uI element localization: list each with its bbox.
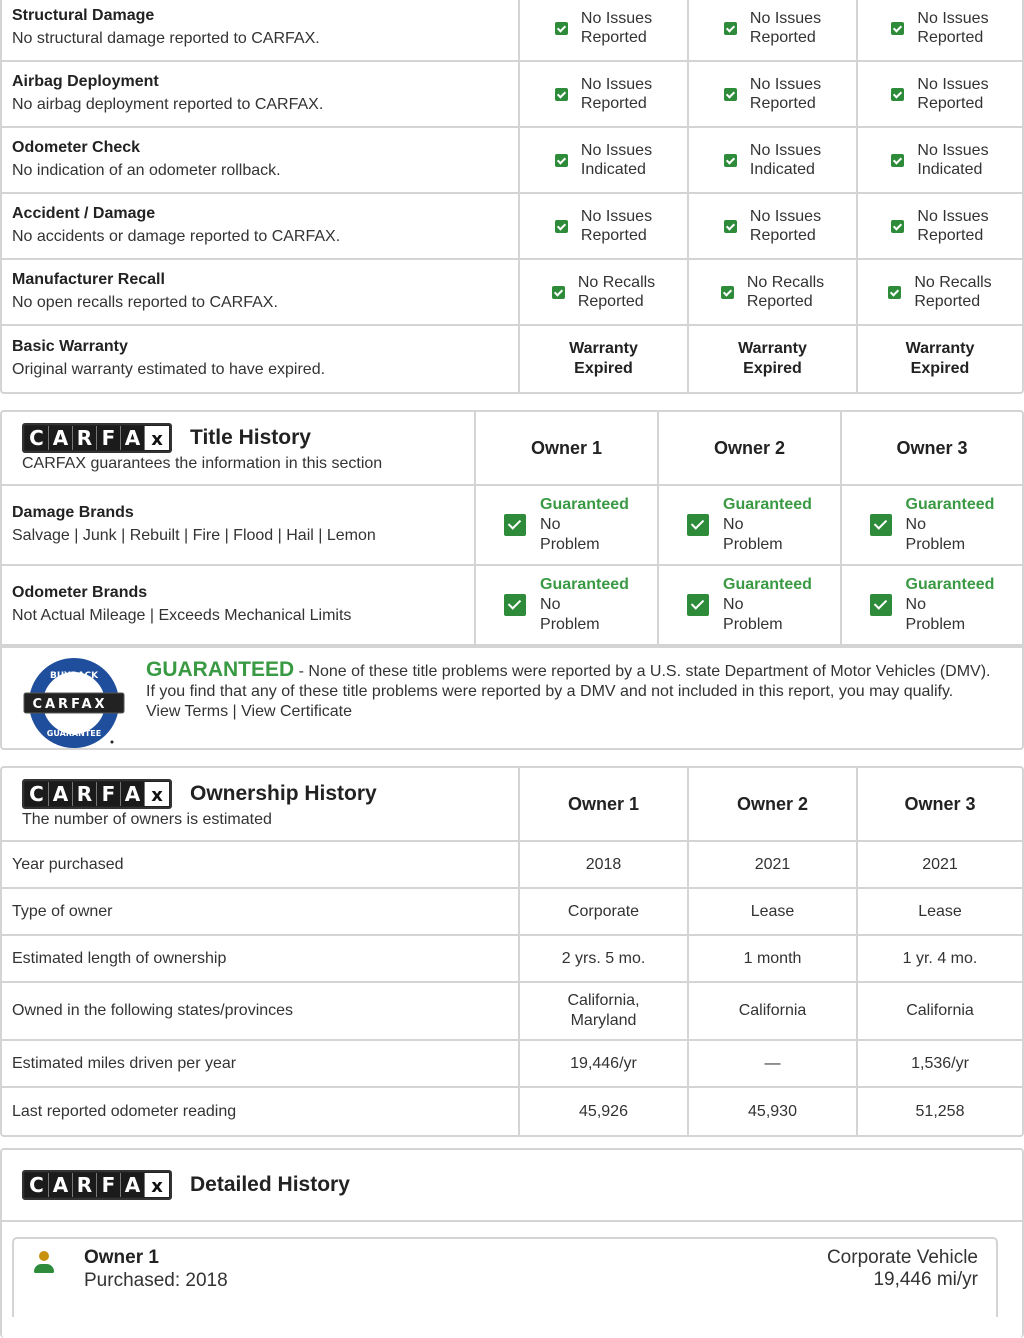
owner-value: 2021 bbox=[687, 842, 856, 887]
guaranteed-label: Guaranteed bbox=[540, 576, 629, 593]
status-line: Reported bbox=[746, 293, 813, 310]
section-title: Detailed History bbox=[190, 1173, 350, 1196]
owner-value: California bbox=[687, 983, 856, 1039]
carfax-logo: C A R F A x bbox=[22, 779, 172, 809]
guaranteed-label: Guaranteed bbox=[540, 496, 629, 513]
row-title: Airbag Deployment bbox=[12, 73, 159, 90]
row-title: Manufacturer Recall bbox=[12, 271, 165, 288]
owner-column-header: Owner 1 bbox=[530, 437, 603, 458]
status-line: No Issues bbox=[580, 10, 653, 27]
warranty-line: Expired bbox=[743, 360, 802, 377]
guaranteed-label: Guaranteed bbox=[905, 496, 995, 513]
ownership-row-year-purchased bbox=[2, 842, 1022, 889]
damage-brands-row bbox=[2, 486, 1022, 566]
status-line: Indicated bbox=[580, 161, 646, 178]
checkmark-icon bbox=[555, 220, 568, 233]
status-line: No bbox=[540, 516, 561, 533]
owner-value: 1 month bbox=[687, 936, 856, 981]
status-line: Problem bbox=[723, 616, 783, 633]
checkmark-icon bbox=[721, 286, 734, 299]
status-line: No Recalls bbox=[746, 274, 825, 291]
status-line: No Recalls bbox=[914, 274, 992, 291]
row-title: Accident / Damage bbox=[12, 205, 156, 222]
view-terms-link[interactable]: View Terms bbox=[146, 703, 229, 720]
carfax-logo: C A R F A x bbox=[22, 1170, 172, 1200]
status-line: No bbox=[905, 516, 926, 533]
owner-value: California bbox=[856, 983, 1022, 1039]
checkmark-icon bbox=[724, 220, 737, 233]
status-line: Problem bbox=[540, 536, 600, 553]
guarantee-headline: GUARANTEED bbox=[146, 658, 295, 681]
owner-type: Corporate Vehicle bbox=[826, 1247, 978, 1268]
checkmark-icon bbox=[891, 220, 904, 233]
row-title: Basic Warranty bbox=[12, 338, 128, 355]
row-desc: No airbag deployment reported to CARFAX. bbox=[12, 96, 324, 113]
ownership-row-length bbox=[2, 936, 1022, 983]
vehicle-checks-table bbox=[0, 0, 1024, 394]
row-desc: No open recalls reported to CARFAX. bbox=[12, 294, 278, 311]
status-line: Reported bbox=[914, 293, 981, 310]
owner-value: 2018 bbox=[518, 842, 687, 887]
checkmark-icon bbox=[870, 594, 892, 616]
check-row-airbag-deployment bbox=[2, 62, 1022, 128]
owner-name: Owner 1 bbox=[84, 1247, 159, 1268]
guaranteed-label: Guaranteed bbox=[723, 576, 812, 593]
check-row-basic-warranty bbox=[2, 326, 1022, 392]
checkmark-icon bbox=[552, 286, 565, 299]
status-line: Reported bbox=[749, 227, 816, 244]
checkmark-icon bbox=[504, 514, 526, 536]
row-title: Damage Brands bbox=[12, 504, 134, 521]
status-line: No Issues bbox=[917, 10, 989, 27]
status-line: No bbox=[723, 516, 744, 533]
purchased-year: Purchased: 2018 bbox=[84, 1270, 228, 1291]
detailed-history-header bbox=[2, 1150, 1022, 1222]
status-line: No bbox=[540, 596, 561, 613]
detailed-history-section bbox=[0, 1148, 1024, 1338]
status-line: Reported bbox=[917, 95, 984, 112]
status-line: Reported bbox=[749, 95, 816, 112]
buyback-guarantee bbox=[2, 646, 1022, 752]
warranty-line: Expired bbox=[574, 360, 633, 377]
checkmark-icon bbox=[555, 22, 568, 35]
checkmark-icon bbox=[888, 286, 901, 299]
status-line: No Issues bbox=[580, 76, 653, 93]
row-label: Estimated length of ownership bbox=[12, 949, 227, 967]
status-line: Problem bbox=[905, 536, 966, 553]
status-line: No Issues bbox=[580, 208, 653, 225]
checkmark-icon bbox=[724, 88, 737, 101]
owner-column-header: Owner 3 bbox=[896, 437, 968, 458]
person-icon bbox=[32, 1251, 56, 1275]
status-line: Problem bbox=[540, 616, 600, 633]
row-title: Odometer Check bbox=[12, 139, 141, 156]
status-line: Problem bbox=[723, 536, 783, 553]
status-line: Reported bbox=[580, 95, 647, 112]
checkmark-icon bbox=[504, 594, 526, 616]
section-subtitle: CARFAX guarantees the information in this section bbox=[22, 455, 383, 472]
status-line: Reported bbox=[917, 29, 984, 46]
owner-miles: 19,446 mi/yr bbox=[873, 1269, 978, 1290]
checkmark-icon bbox=[870, 514, 892, 536]
row-label: Owned in the following states/provinces bbox=[12, 1002, 294, 1019]
status-line: No Issues bbox=[917, 76, 989, 93]
owner-value: California, Maryland bbox=[518, 983, 687, 1039]
guaranteed-label: Guaranteed bbox=[905, 576, 995, 593]
title-history-section bbox=[0, 410, 1024, 750]
row-title: Odometer Brands bbox=[12, 584, 148, 601]
checkmark-icon bbox=[891, 154, 904, 167]
status-line: No Issues bbox=[749, 76, 822, 93]
status-line: Reported bbox=[580, 227, 647, 244]
owner-value: Lease bbox=[856, 889, 1022, 934]
ownership-row-odometer bbox=[2, 1088, 1022, 1135]
checkmark-icon bbox=[687, 594, 709, 616]
owner-value: 1 yr. 4 mo. bbox=[856, 936, 1022, 981]
status-line: No Issues bbox=[917, 142, 989, 159]
owner-column-header: Owner 2 bbox=[713, 437, 786, 458]
checkmark-icon bbox=[724, 154, 737, 167]
title-history-header bbox=[2, 412, 1022, 486]
status-line: No Issues bbox=[749, 142, 822, 159]
owner-value: 1,536/yr bbox=[856, 1041, 1022, 1086]
carfax-logo: C A R F A x bbox=[22, 423, 172, 453]
owner-value: 45,930 bbox=[687, 1088, 856, 1135]
status-line: Indicated bbox=[749, 161, 815, 178]
status-line: Reported bbox=[917, 227, 984, 244]
row-desc: No structural damage reported to CARFAX. bbox=[12, 30, 320, 47]
checkmark-icon bbox=[687, 514, 709, 536]
owner-column-header: Owner 1 bbox=[567, 794, 640, 814]
status-line: Indicated bbox=[917, 161, 983, 178]
owner-value: 45,926 bbox=[518, 1088, 687, 1135]
owner-column-header: Owner 3 bbox=[904, 794, 976, 814]
section-title: Ownership History bbox=[190, 782, 377, 805]
guaranteed-label: Guaranteed bbox=[723, 496, 812, 513]
owner-value: Corporate bbox=[518, 889, 687, 934]
warranty-line: Expired bbox=[910, 360, 970, 377]
owner-value: — bbox=[687, 1041, 856, 1086]
ownership-row-miles-per-year bbox=[2, 1041, 1022, 1088]
row-title: Structural Damage bbox=[12, 7, 155, 24]
warranty-line: Warranty bbox=[738, 340, 807, 357]
status-line: Reported bbox=[749, 29, 816, 46]
owner-value: Lease bbox=[687, 889, 856, 934]
section-subtitle: The number of owners is estimated bbox=[22, 811, 272, 828]
row-desc: Not Actual Mileage | Exceeds Mechanical Limits bbox=[12, 607, 352, 624]
warranty-line: Warranty bbox=[569, 340, 638, 357]
row-desc: No indication of an odometer rollback. bbox=[12, 162, 281, 179]
svg-text:BUYBACK: BUYBACK bbox=[49, 671, 99, 681]
status-line: Reported bbox=[580, 29, 647, 46]
owner-value: 2 yrs. 5 mo. bbox=[518, 936, 687, 981]
row-desc: Salvage | Junk | Rebuilt | Fire | Flood | Hail | Lemon bbox=[12, 527, 376, 544]
buyback-guarantee-badge-icon bbox=[22, 658, 126, 748]
status-line: No bbox=[723, 596, 744, 613]
svg-text:CARFAX: CARFAX bbox=[32, 697, 108, 712]
section-title: Title History bbox=[190, 426, 311, 449]
owner-value: 2021 bbox=[856, 842, 1022, 887]
row-label: Type of owner bbox=[12, 902, 113, 920]
odometer-brands-row bbox=[2, 566, 1022, 646]
status-line: No Recalls bbox=[577, 274, 656, 291]
warranty-line: Warranty bbox=[905, 340, 975, 357]
status-line: No bbox=[905, 596, 926, 613]
check-row-odometer-check bbox=[2, 128, 1022, 194]
guarantee-body: - None of these title problems were reported by a U.S. state Department of Motor Vehicles (DMV). If you find that any of these title problems were reported by a DMV and not included in this report, you may qualify. bbox=[146, 663, 991, 700]
owner-value: 19,446/yr bbox=[518, 1041, 687, 1086]
status-line: No Issues bbox=[749, 10, 822, 27]
checkmark-icon bbox=[555, 88, 568, 101]
owner-1-card[interactable] bbox=[12, 1237, 998, 1317]
owner-column-header: Owner 2 bbox=[736, 794, 809, 814]
status-line: No Issues bbox=[749, 208, 822, 225]
checkmark-icon bbox=[891, 88, 904, 101]
check-row-manufacturer-recall bbox=[2, 260, 1022, 326]
check-row-accident-damage bbox=[2, 194, 1022, 260]
ownership-row-states bbox=[2, 983, 1022, 1041]
ownership-history-section bbox=[0, 766, 1024, 1137]
guarantee-text bbox=[146, 658, 1002, 742]
status-line: Problem bbox=[905, 616, 966, 633]
check-row-structural-damage bbox=[2, 0, 1022, 62]
row-label: Year purchased bbox=[12, 855, 124, 873]
owner-value: 51,258 bbox=[856, 1088, 1022, 1135]
status-line: Reported bbox=[577, 293, 644, 310]
row-desc: Original warranty estimated to have expired. bbox=[12, 361, 326, 378]
ownership-row-type-of-owner bbox=[2, 889, 1022, 936]
status-line: No Issues bbox=[917, 208, 989, 225]
checkmark-icon bbox=[555, 154, 568, 167]
ownership-history-header bbox=[2, 768, 1022, 842]
link-separator: | bbox=[228, 703, 242, 720]
checkmark-icon bbox=[724, 22, 737, 35]
row-label: Estimated miles driven per year bbox=[12, 1054, 237, 1072]
row-desc: No accidents or damage reported to CARFAX. bbox=[12, 228, 341, 245]
view-certificate-link[interactable]: View Certificate bbox=[241, 703, 353, 720]
svg-text:GUARANTEE: GUARANTEE bbox=[46, 729, 102, 738]
status-line: No Issues bbox=[580, 142, 653, 159]
row-label: Last reported odometer reading bbox=[12, 1102, 237, 1120]
checkmark-icon bbox=[891, 22, 904, 35]
